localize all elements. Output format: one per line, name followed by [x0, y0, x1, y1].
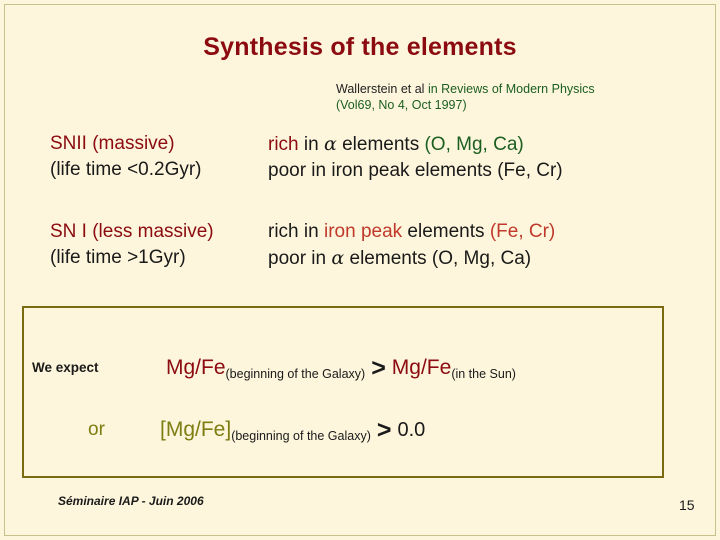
sni-alpha-elements-list: elements (O, Mg, Ca)	[344, 248, 532, 269]
alpha-symbol: α	[331, 247, 345, 269]
sni-rich-in: in	[298, 221, 324, 242]
sni-rich-word: rich	[268, 221, 299, 242]
snii-iron-elements-list: (Fe, Cr)	[497, 160, 563, 181]
snii-rich-line	[268, 131, 563, 158]
reference-volume: (Vol69, No 4, Oct 1997)	[336, 98, 467, 112]
threshold-value: 0.0	[397, 419, 426, 441]
sni-rich-line	[268, 219, 555, 245]
mgfe-galaxy-subscript: (beginning of the Galaxy)	[225, 367, 366, 381]
alpha-symbol: α	[323, 133, 337, 155]
footer-text: Séminaire IAP - Juin 2006	[58, 494, 204, 508]
snii-rich-in: in	[298, 134, 324, 155]
sni-type-label: SN I (less massive)	[50, 221, 214, 242]
bracket-mgfe-term: [Mg/Fe]	[160, 418, 232, 441]
sni-poor-line	[268, 245, 555, 272]
snii-right-column	[268, 131, 563, 184]
expectation-equation-2	[160, 414, 425, 443]
page-number: 15	[679, 497, 695, 513]
we-expect-label: We expect	[32, 360, 99, 375]
snii-poor-in: in iron peak elements	[306, 160, 498, 181]
reference-citation	[336, 81, 595, 113]
snii-poor-word: poor	[268, 160, 307, 181]
mgfe-sun-subscript: (in the Sun)	[451, 367, 516, 381]
or-label: or	[88, 419, 105, 440]
bracket-mgfe-subscript: (beginning of the Galaxy)	[231, 429, 371, 443]
snii-lifetime-label: (life time <0.2Gyr)	[50, 159, 202, 180]
expectation-box	[22, 306, 664, 478]
snii-type-label: SNII (massive)	[50, 133, 175, 154]
greater-than-operator: >	[371, 354, 386, 382]
sni-iron-peak-word: iron peak	[323, 221, 403, 242]
sni-iron-elements-list: (Fe, Cr)	[489, 221, 556, 242]
expectation-equation-1	[166, 352, 516, 381]
snii-poor-line	[268, 158, 563, 184]
sni-right-column	[268, 219, 555, 272]
sni-left-column	[50, 219, 268, 271]
reference-journal: in Reviews of Modern Physics	[424, 82, 595, 96]
page-title: Synthesis of the elements	[203, 33, 517, 61]
sni-rich-elements: elements	[402, 221, 490, 242]
snii-rich-elements: elements	[336, 134, 425, 155]
reference-authors: Wallerstein et al	[336, 82, 425, 96]
sni-poor-in: in	[306, 248, 332, 269]
sni-lifetime-label: (life time >1Gyr)	[50, 247, 186, 268]
mgfe-sun-term: Mg/Fe	[391, 356, 452, 379]
mgfe-galaxy-term: Mg/Fe	[166, 356, 226, 379]
snii-alpha-elements-list: (O, Mg, Ca)	[424, 134, 524, 155]
greater-than-operator: >	[376, 416, 392, 444]
snii-left-column	[50, 131, 268, 183]
sni-poor-word: poor	[268, 248, 307, 269]
snii-rich-word: rich	[268, 134, 299, 155]
